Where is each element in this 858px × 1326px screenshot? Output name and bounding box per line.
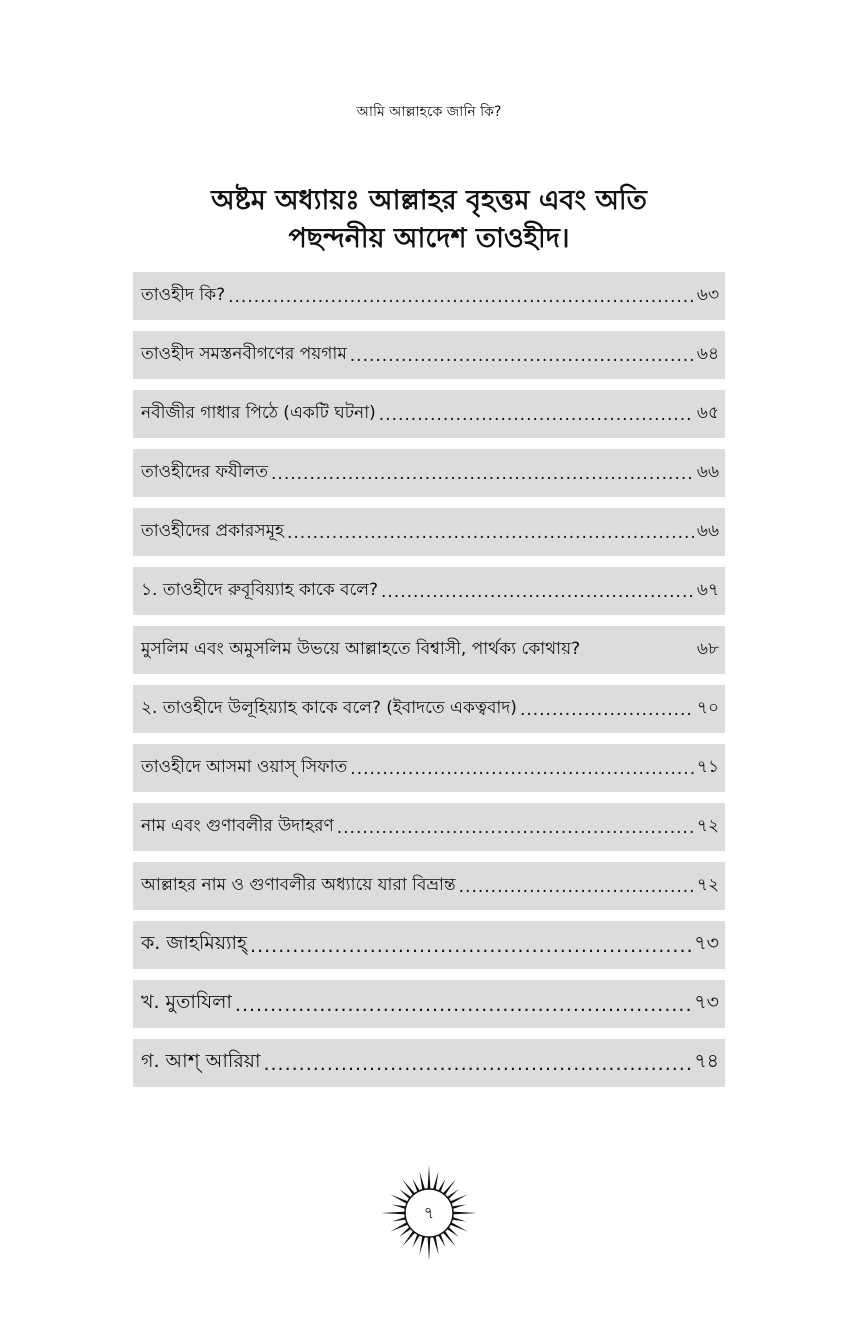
toc-entry-title: ক. জাহমিয়্যাহ্: [141, 932, 248, 954]
toc-entry-page: ৭২: [696, 875, 719, 895]
toc-entry[interactable]: [133, 390, 725, 438]
page-number: ৭: [423, 1203, 435, 1222]
toc-entry-title: তাওহীদের ফযীলত: [141, 462, 269, 482]
dot-leader: [287, 524, 694, 541]
toc-entry-page: ৬৩: [696, 285, 719, 305]
toc-entry-page: ৭৩: [694, 991, 719, 1013]
toc-entry[interactable]: [133, 272, 725, 320]
toc-entry-title: নাম এবং গুণাবলীর উদাহরণ: [141, 816, 334, 836]
dot-leader: [459, 878, 694, 895]
toc-entry[interactable]: [133, 921, 725, 969]
toc-entry[interactable]: [133, 567, 725, 615]
toc-entry-title: তাওহীদের প্রকারসমূহ: [141, 521, 284, 541]
toc-entry-title: ১. তাওহীদে রুবূবিয়্যাহ কাকে বলে?: [141, 580, 378, 600]
chapter-title-line-2: পছন্দনীয় আদেশ তাওহীদ।: [288, 223, 570, 254]
page-number-ornament: [379, 1163, 479, 1263]
toc-entry[interactable]: [133, 508, 725, 556]
toc-entry-page: ৭২: [696, 816, 719, 836]
chapter-title: [100, 182, 758, 258]
toc-entry-page: ৬৫: [696, 403, 719, 423]
toc-entry[interactable]: [133, 1039, 725, 1087]
toc-entry-page: ৭৩: [694, 932, 719, 954]
toc-entry-page: ৭০: [696, 698, 719, 718]
toc-entry-title: আল্লাহর নাম ও গুণাবলীর অধ্যায়ে যারা বিভ্রান্ত: [141, 875, 456, 895]
dot-leader: [235, 995, 691, 1014]
dot-leader: [228, 288, 694, 305]
toc-entry[interactable]: [133, 980, 725, 1028]
dot-leader: [271, 465, 694, 482]
dot-leader: [520, 701, 694, 718]
toc-entry-title: গ. আশ্ আরিয়া: [141, 1050, 261, 1072]
running-head: আমি আল্লাহকে জানি কি?: [356, 104, 502, 120]
dot-leader: [350, 347, 694, 364]
table-of-contents: [133, 272, 725, 1098]
chapter-title-line-1: অষ্টম অধ্যায়ঃ আল্লাহর বৃহত্তম এবং অতি: [211, 185, 647, 216]
toc-entry-title: মুসলিম এবং অমুসলিম উভয়ে আল্লাহতে বিশ্বাসী, পার্থক্য কোথায়?: [141, 639, 581, 659]
toc-entry[interactable]: [133, 626, 725, 674]
toc-entry-page: ৬৬: [696, 521, 719, 541]
dot-leader: [337, 819, 694, 836]
toc-entry-title: তাওহীদে আসমা ওয়াস্ সিফাত: [141, 757, 348, 777]
toc-entry[interactable]: [133, 862, 725, 910]
toc-entry-title: ২. তাওহীদে উলূহিয়্যাহ কাকে বলে? (ইবাদতে একত্ববাদ): [141, 698, 517, 718]
dot-leader: [350, 760, 694, 777]
toc-entry[interactable]: [133, 744, 725, 792]
dot-leader: [250, 936, 691, 955]
toc-entry-page: ৭১: [696, 757, 719, 777]
toc-entry-title: তাওহীদ কি?: [141, 285, 226, 305]
toc-entry-page: ৬৬: [696, 462, 719, 482]
dot-leader: [379, 406, 694, 423]
toc-entry[interactable]: [133, 331, 725, 379]
toc-entry-page: ৬৭: [696, 580, 719, 600]
dot-leader: [263, 1054, 691, 1073]
toc-entry[interactable]: [133, 449, 725, 497]
toc-entry-page: ৭৪: [694, 1050, 719, 1072]
toc-entry[interactable]: [133, 803, 725, 851]
toc-entry[interactable]: [133, 685, 725, 733]
toc-entry-title: খ. মুতাযিলা: [141, 991, 232, 1013]
toc-entry-page: ৬৮: [696, 639, 719, 659]
toc-entry-page: ৬৪: [696, 344, 719, 364]
toc-entry-title: নবীজীর গাধার পিঠে (একটি ঘটনা): [141, 403, 376, 423]
dot-leader: [381, 583, 694, 600]
toc-entry-title: তাওহীদ সমস্তনবীগণের পয়গাম: [141, 344, 347, 364]
